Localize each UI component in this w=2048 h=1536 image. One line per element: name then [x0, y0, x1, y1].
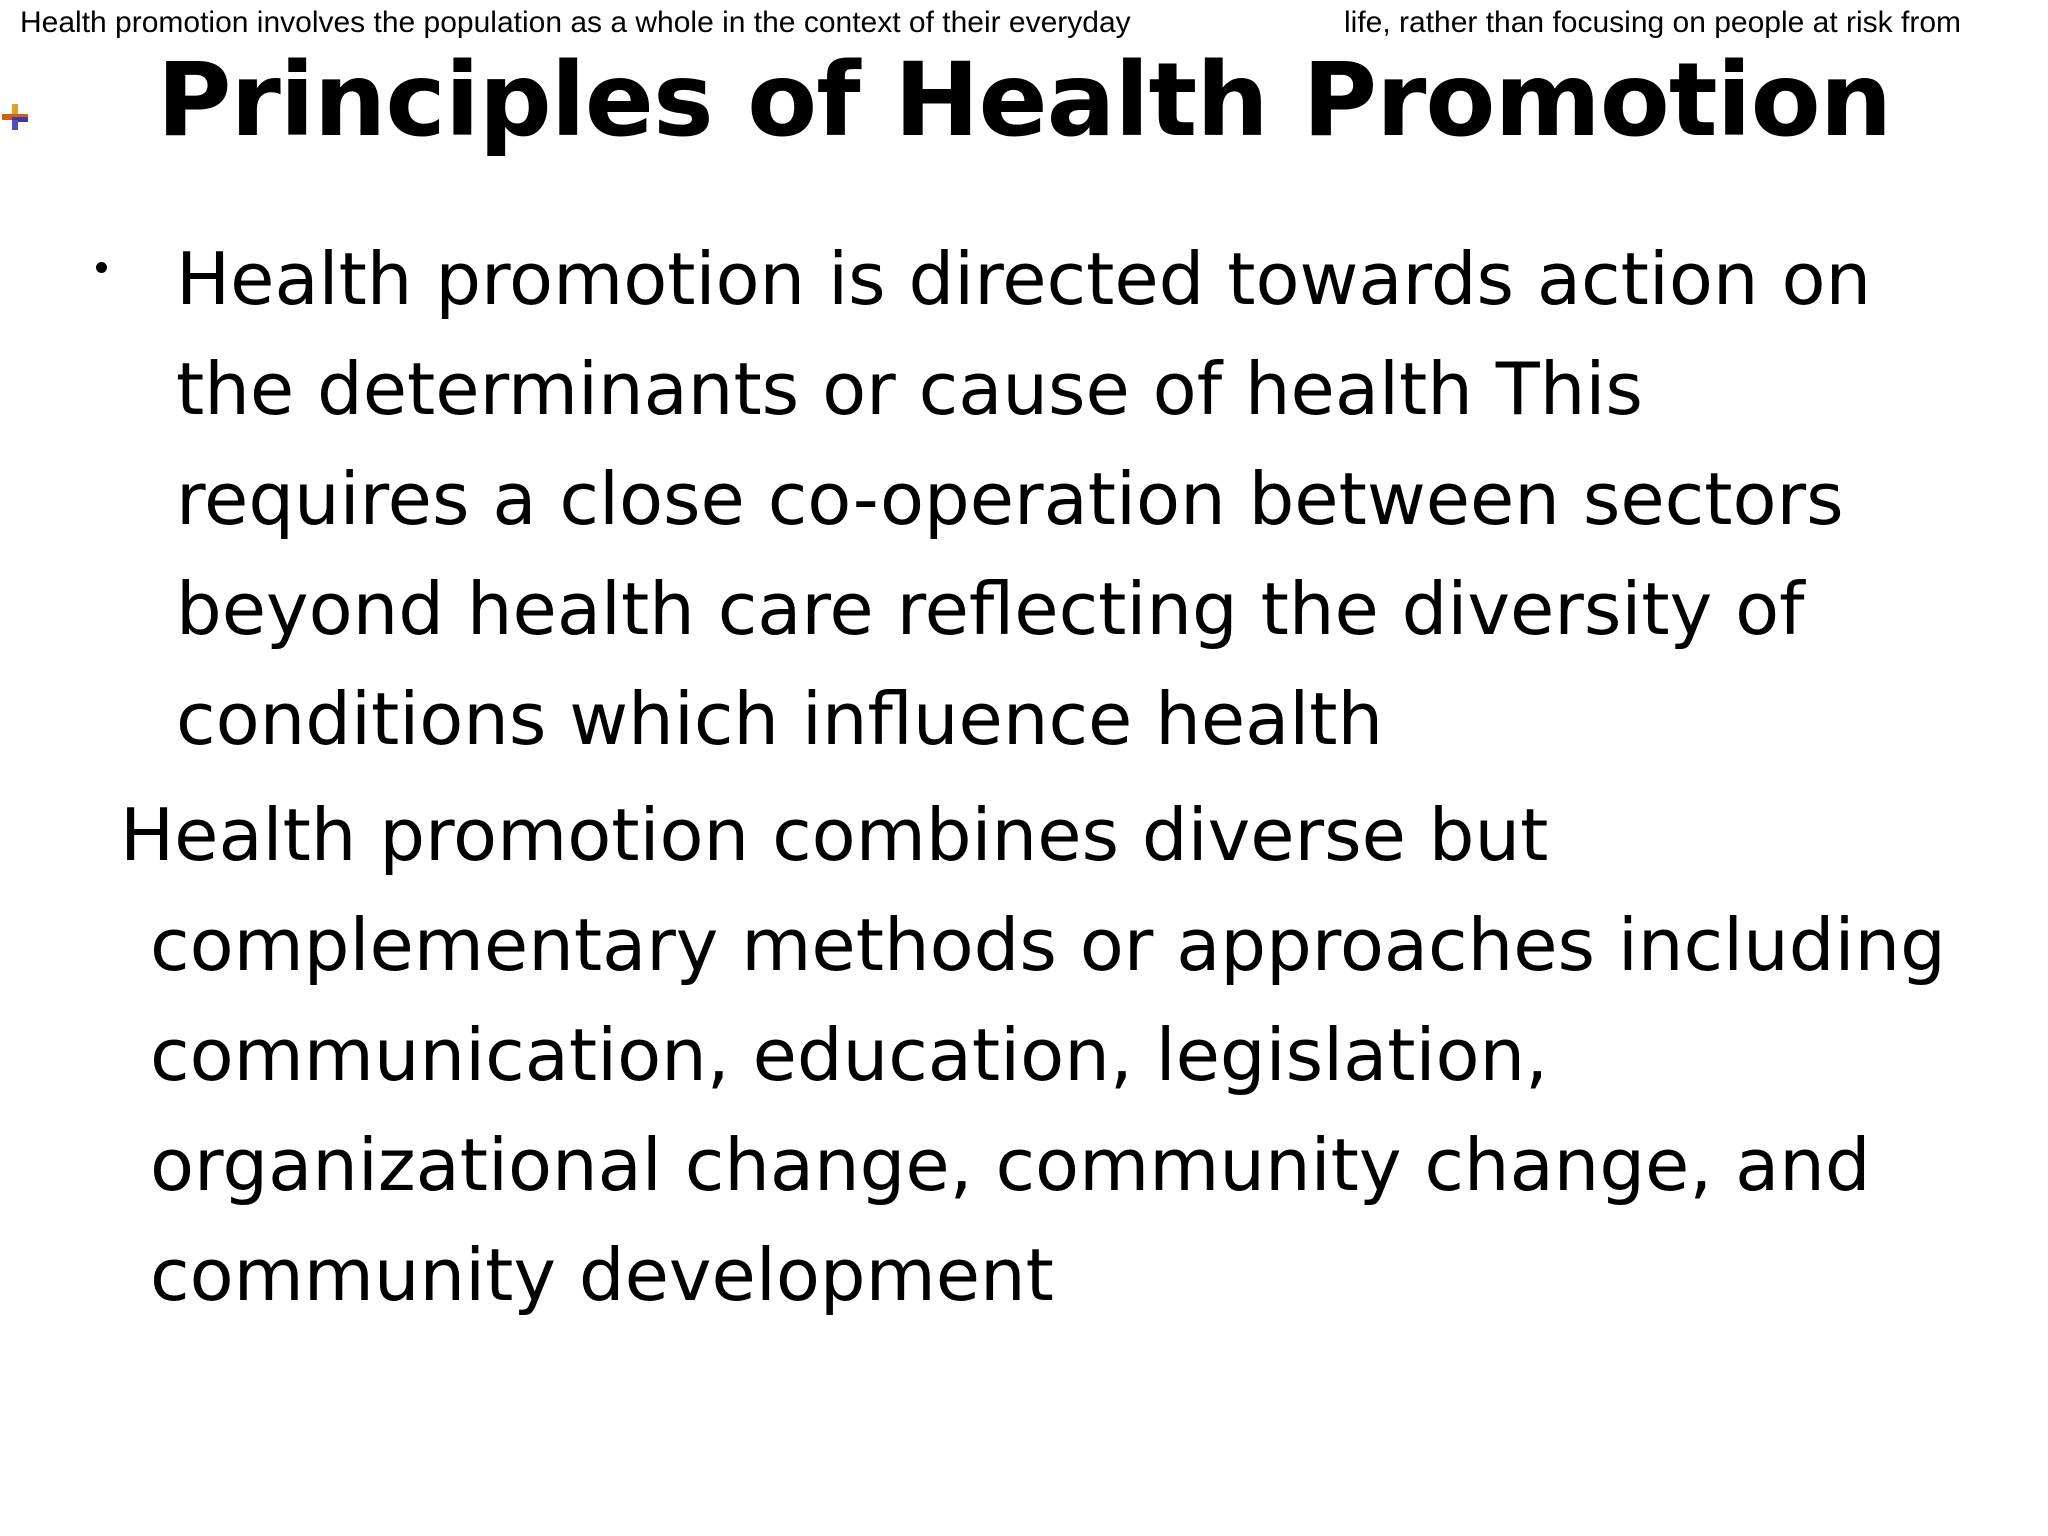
- slide-title: Principles of Health Promotion: [156, 41, 1892, 160]
- bullet-line: Health promotion is directed towards action on: [176, 237, 1872, 321]
- bullet-line: requires a close co-operation between sectors: [176, 457, 1844, 541]
- paragraph-line: community development: [150, 1233, 1054, 1317]
- body-paragraph: [120, 780, 2030, 1330]
- bullet-dot: [96, 262, 107, 273]
- paragraph-line: communication, education, legislation,: [150, 1013, 1549, 1097]
- bullet-line: the determinants or cause of health This: [176, 347, 1643, 431]
- header-text-left: Health promotion involves the population as a whole in the context of their everyday: [20, 6, 1131, 39]
- paragraph-line: Health promotion combines diverse but: [120, 793, 1549, 877]
- paragraph-line: complementary methods or approaches including: [150, 903, 1946, 987]
- bullet-paragraph: [176, 224, 2016, 774]
- bullet-line: beyond health care reflecting the diversity of: [176, 567, 1805, 651]
- bullet-line: conditions which influence health: [176, 677, 1384, 761]
- paragraph-line: organizational change, community change, and: [150, 1123, 1871, 1207]
- header-text-right: life, rather than focusing on people at risk from: [1344, 6, 1961, 39]
